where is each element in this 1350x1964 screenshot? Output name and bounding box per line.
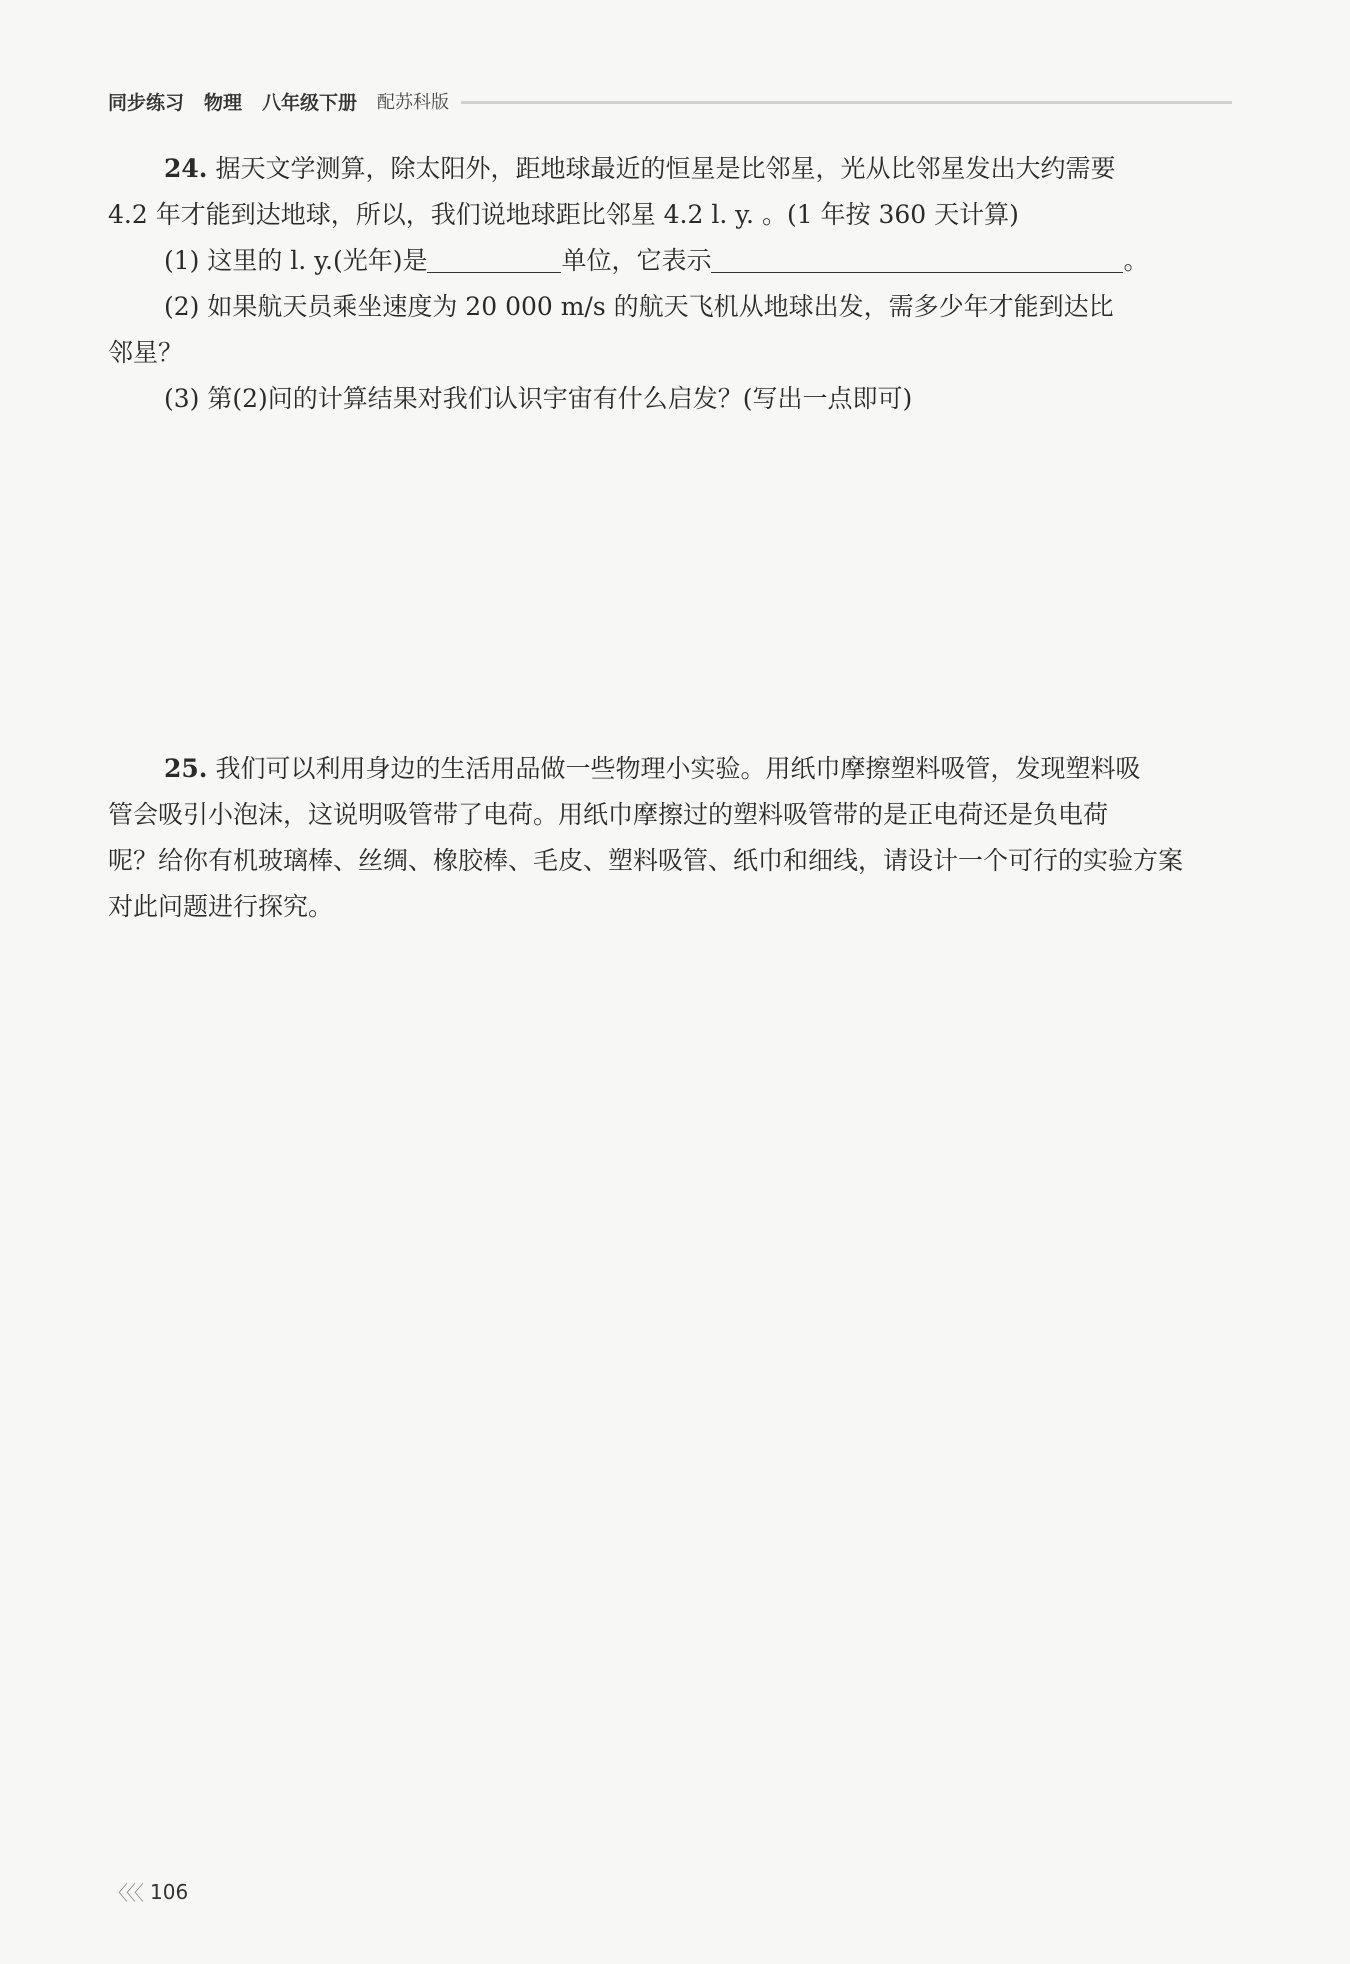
q24-sub1-c: 。 (1123, 246, 1149, 275)
question-25 (108, 746, 1232, 930)
q24-sub2-line1: (2) 如果航天员乘坐速度为 20 000 m/s 的航天飞机从地球出发，需多少年才能到达比 (164, 292, 1114, 321)
q24-sub1 (108, 238, 1232, 284)
answer-blank-2[interactable] (711, 242, 1123, 273)
header-edition: 配苏科版 (377, 92, 450, 113)
q24-sub2-line2: 邻星？ (108, 338, 184, 367)
q25-line2: 管会吸引小泡沫，这说明吸管带了电荷。用纸巾摩擦过的塑料吸管带的是正电荷还是负电荷 (108, 800, 1109, 829)
q25-line4: 对此问题进行探究。 (108, 892, 334, 921)
q25-line1-text: 我们可以利用身边的生活用品做一些物理小实验。用纸巾摩擦塑料吸管，发现塑料吸 (215, 754, 1141, 783)
q25-number: 25. (164, 754, 208, 783)
footer-arrows-icon: 〈〈〈 (108, 1881, 142, 1905)
header-rule (461, 101, 1232, 104)
q25-line1 (108, 746, 1232, 792)
q24-sub1-a: (1) 这里的 l. y.(光年)是 (164, 246, 428, 275)
q24-number: 24. (164, 154, 208, 183)
q24-line1-text: 据天文学测算，除太阳外，距地球最近的恒星是比邻星，光从比邻星发出大约需要 (215, 154, 1116, 183)
q25-line3: 呢？给你有机玻璃棒、丝绸、橡胶棒、毛皮、塑料吸管、纸巾和细线，请设计一个可行的实验方案 (108, 846, 1184, 875)
question-24 (108, 146, 1232, 422)
header-subject: 物理 (204, 91, 243, 114)
page-number: 106 (150, 1879, 189, 1904)
page-header (108, 86, 1232, 116)
page-footer (108, 1877, 188, 1906)
answer-blank-1[interactable] (427, 242, 561, 273)
header-series: 同步练习 (108, 91, 185, 114)
q24-line2: 4.2 年才能到达地球，所以，我们说地球距比邻星 4.2 l. y. 。(1 年按 360 天计算) (108, 200, 1019, 229)
q24-line1 (108, 146, 1232, 192)
header-grade: 八年级下册 (262, 91, 358, 114)
q24-sub1-b: 单位，它表示 (561, 246, 712, 275)
q24-sub3: (3) 第(2)问的计算结果对我们认识宇宙有什么启发？(写出一点即可) (164, 384, 913, 413)
